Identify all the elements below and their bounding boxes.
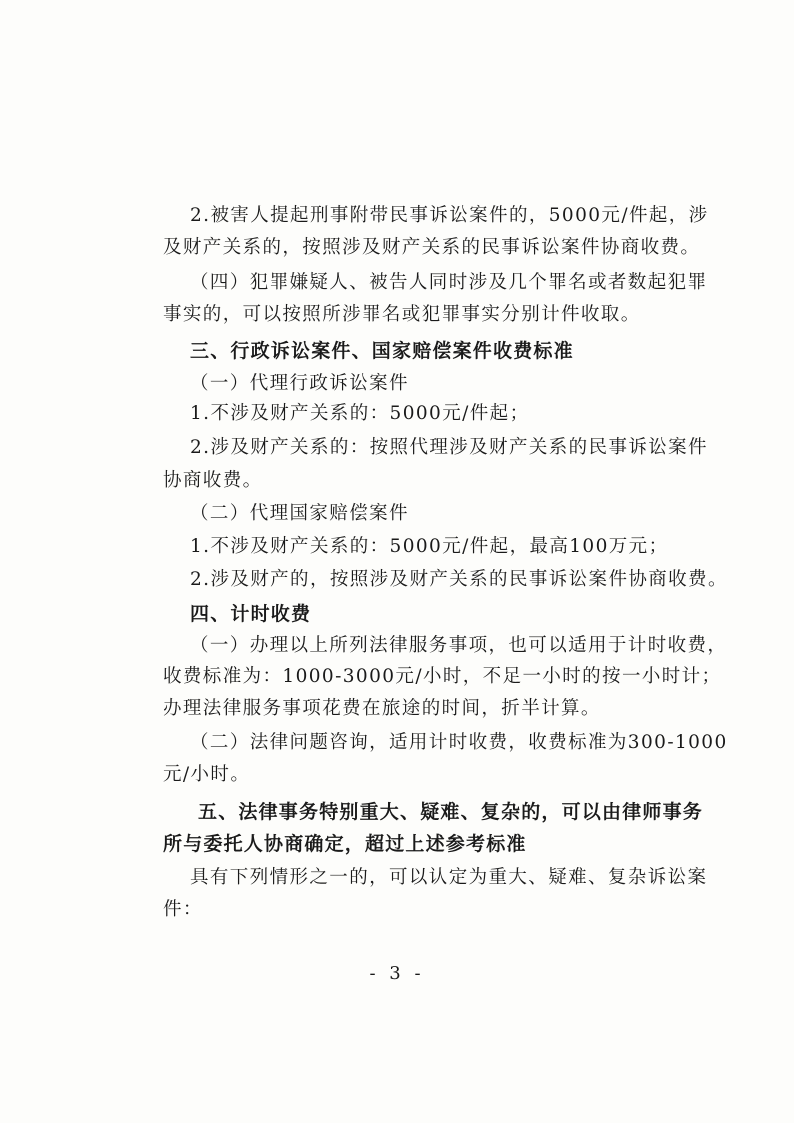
paragraph-line: 2.涉及财产关系的：按照代理涉及财产关系的民事诉讼案件	[190, 437, 708, 458]
paragraph-line: 收费标准为：1000-3000元/小时，不足一小时的按一小时计；	[163, 666, 722, 687]
paragraph-line: （四）犯罪嫌疑人、被告人同时涉及几个罪名或者数起犯罪	[190, 272, 708, 293]
paragraph-line: 协商收费。	[163, 470, 263, 491]
subsection-heading: （二）代理国家赔偿案件	[190, 503, 409, 524]
paragraph-line: （一）办理以上所列法律服务事项，也可以适用于计时收费，	[190, 635, 728, 656]
section-heading-5: 五、法律事务特别重大、疑难、复杂的，可以由律师事务	[198, 801, 704, 823]
paragraph-line: 2.涉及财产的，按照涉及财产关系的民事诉讼案件协商收费。	[190, 569, 728, 590]
paragraph-line: 2.被害人提起刑事附带民事诉讼案件的，5000元/件起，涉	[190, 205, 709, 226]
page-number: - 3 -	[369, 963, 425, 984]
subsection-heading: （一）代理行政诉讼案件	[190, 373, 409, 394]
paragraph-line: 1.不涉及财产关系的：5000元/件起，最高100万元；	[190, 536, 669, 557]
paragraph-line: 办理法律服务事项花费在旅途的时间，折半计算。	[163, 698, 601, 719]
paragraph-line: 件：	[163, 899, 203, 920]
section-heading-3: 三、行政诉讼案件、国家赔偿案件收费标准	[190, 340, 574, 362]
paragraph-line: 具有下列情形之一的，可以认定为重大、疑难、复杂诉讼案	[190, 867, 708, 888]
paragraph-line: 元/小时。	[163, 764, 251, 785]
paragraph-line: （二）法律问题咨询，适用计时收费，收费标准为300-1000	[190, 732, 728, 753]
paragraph-line: 及财产关系的，按照涉及财产关系的民事诉讼案件协商收费。	[163, 237, 701, 258]
section-heading-5-cont: 所与委托人协商确定，超过上述参考标准	[163, 833, 527, 855]
paragraph-line: 事实的，可以按照所涉罪名或犯罪事实分别计件收取。	[163, 304, 641, 325]
paragraph-line: 1.不涉及财产关系的：5000元/件起；	[190, 403, 530, 424]
section-heading-4: 四、计时收费	[190, 603, 312, 625]
